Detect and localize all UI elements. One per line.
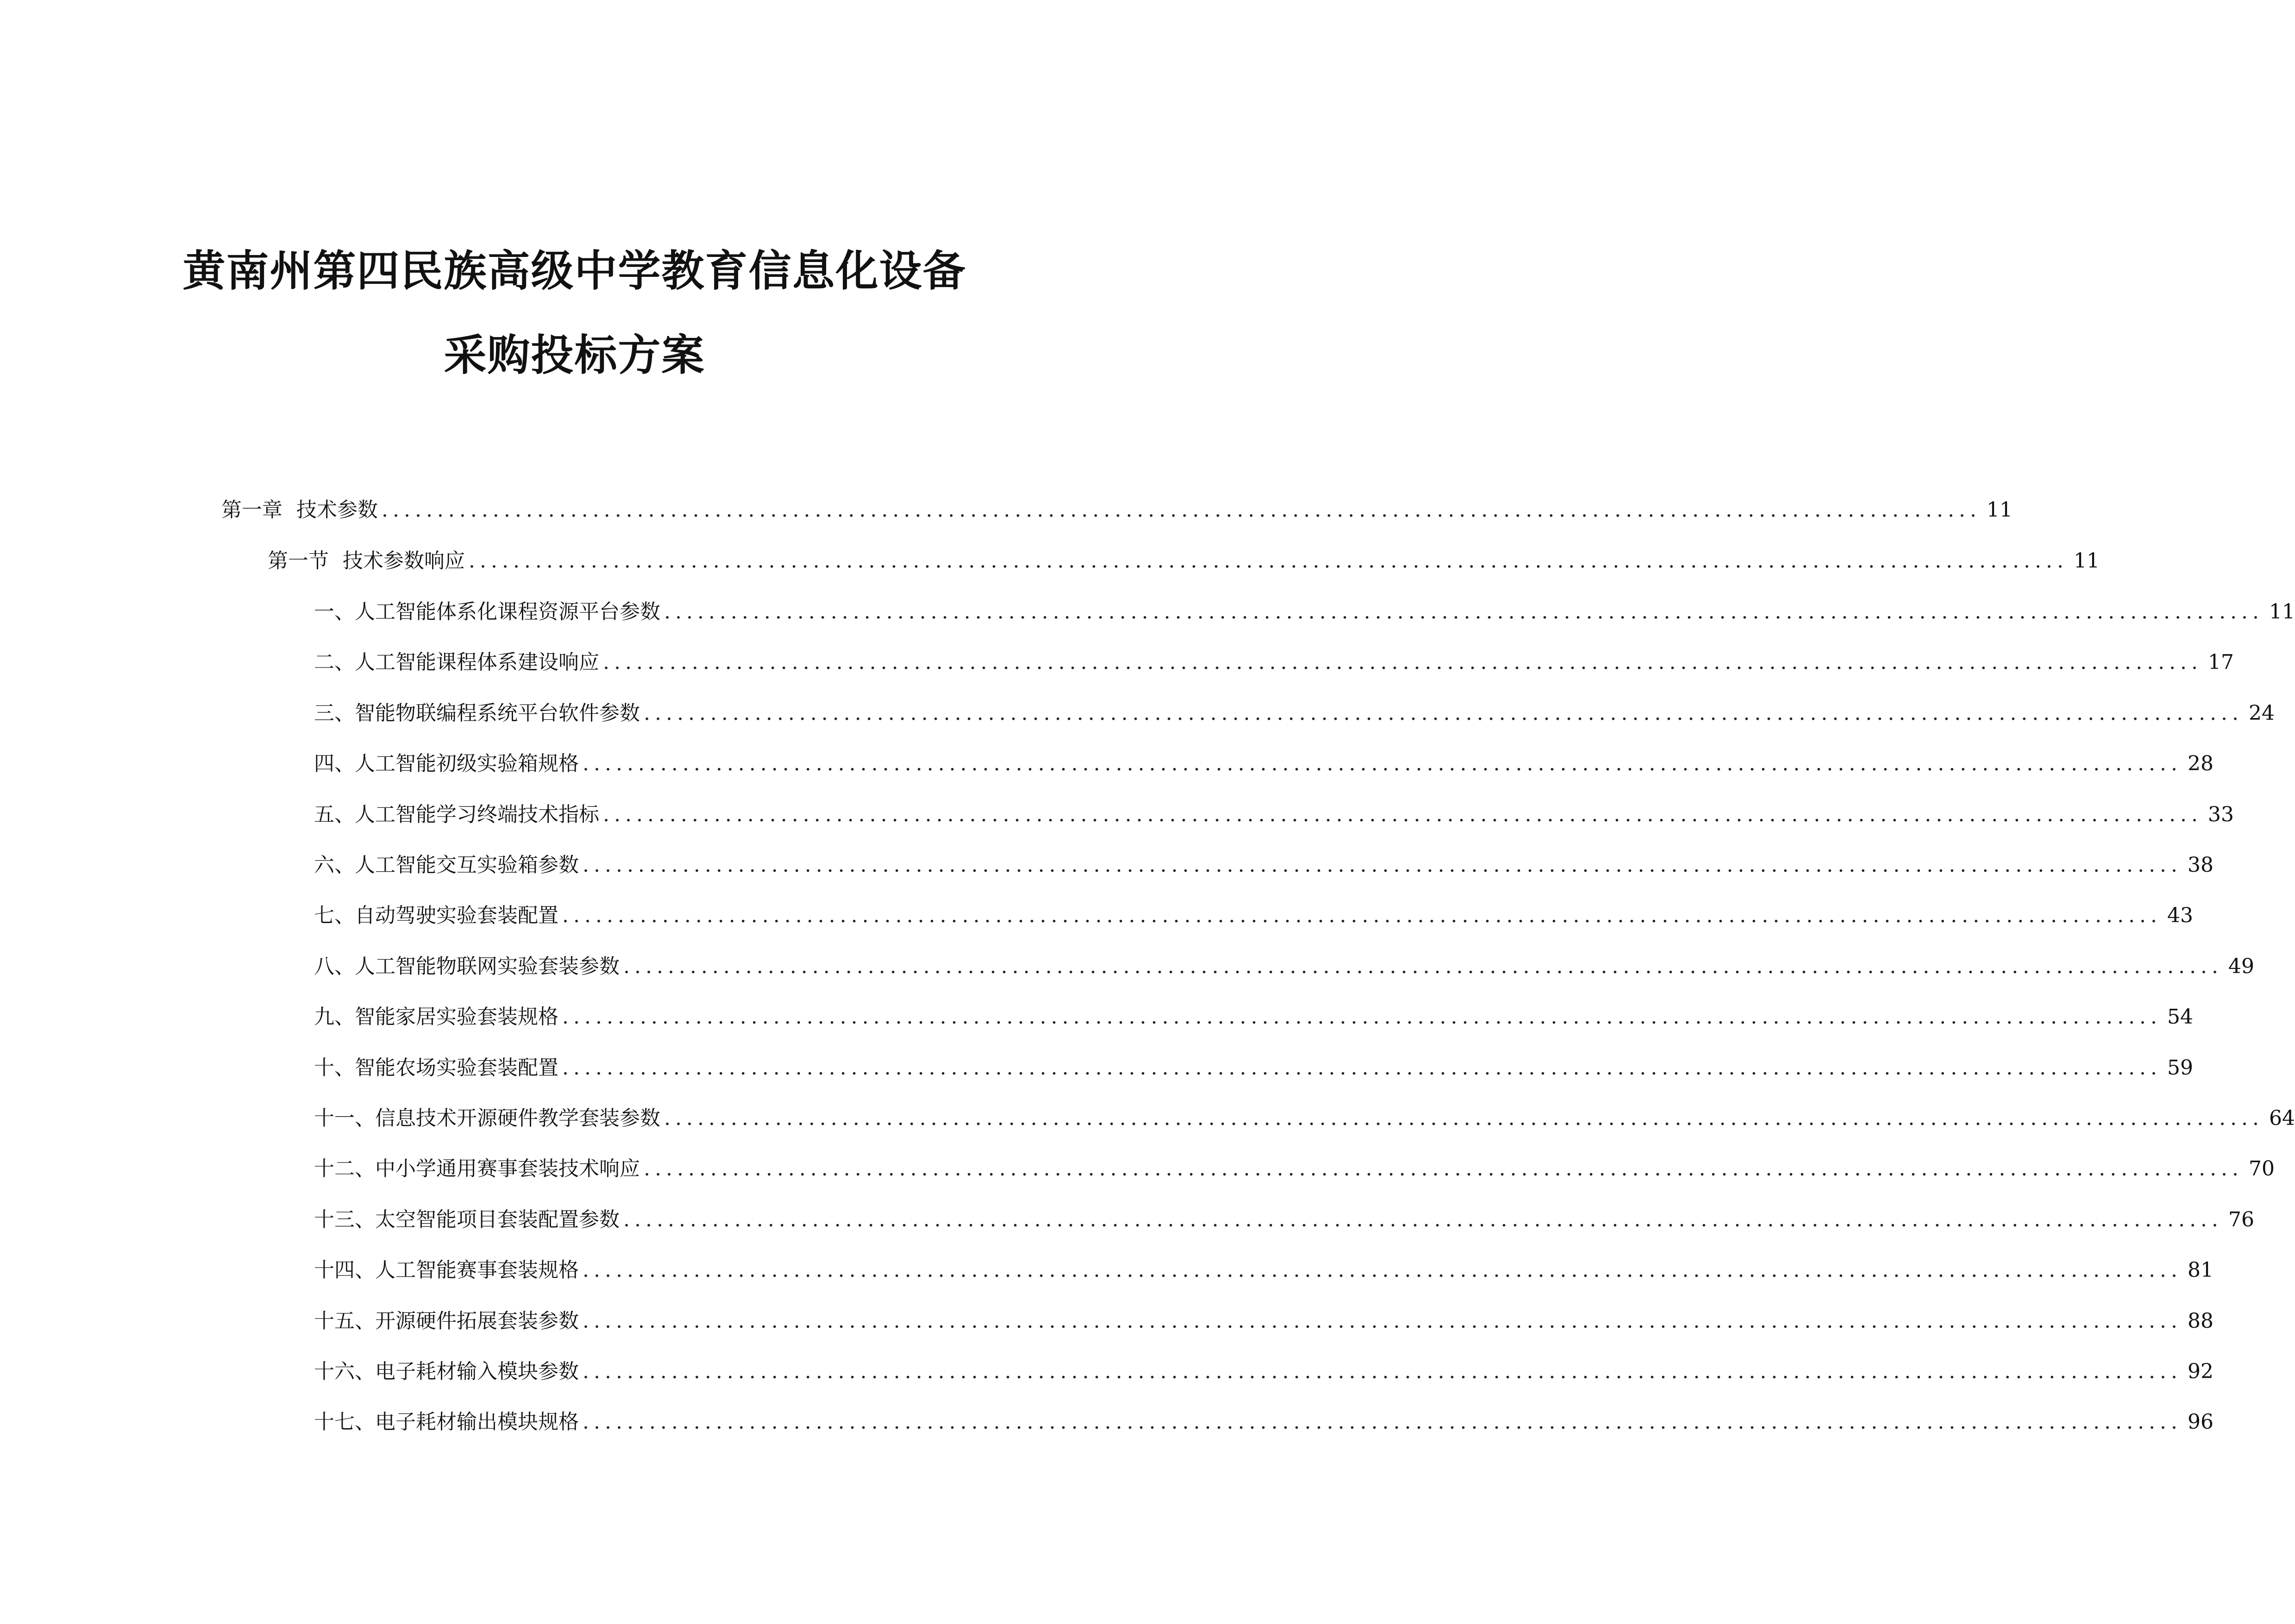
- toc-item-title: 人工智能物联网实验套装参数: [355, 955, 620, 978]
- toc-dot-leader: ................................................................................................................................................: [382, 498, 1981, 522]
- toc-page-number: 92: [2188, 1360, 2214, 1383]
- toc-dot-leader: ................................................................................................................................................: [583, 752, 2182, 775]
- toc-page-number: 54: [2167, 1005, 2194, 1029]
- toc-item-number: 十四、: [314, 1258, 375, 1282]
- toc-item-title: 人工智能课程体系建设响应: [355, 650, 599, 674]
- toc-dot-leader: ................................................................................................................................................: [562, 904, 2162, 927]
- toc-item[interactable]: [314, 1307, 2214, 1335]
- toc-page-number: 88: [2188, 1309, 2214, 1333]
- toc-dot-leader: ................................................................................................................................................: [583, 853, 2182, 877]
- toc-item[interactable]: [314, 1054, 2194, 1082]
- toc-item-title: 电子耗材输出模块规格: [375, 1410, 579, 1434]
- toc-chapter-number: 第一章: [221, 498, 282, 522]
- toc-item-number: 十一、: [314, 1106, 375, 1130]
- toc-item-number: 三、: [314, 701, 355, 725]
- toc-item-number: 九、: [314, 1005, 355, 1029]
- toc-item-title: 人工智能学习终端技术指标: [355, 803, 599, 826]
- document-title-line-2: 采购投标方案: [444, 330, 705, 380]
- toc-dot-leader: ................................................................................................................................................: [603, 803, 2203, 826]
- toc-item-title: 开源硬件拓展套装参数: [375, 1309, 579, 1333]
- toc-dot-leader: ................................................................................................................................................: [583, 1360, 2182, 1383]
- toc-section-number: 第一节: [268, 549, 329, 573]
- toc-dot-leader: ................................................................................................................................................: [664, 1106, 2264, 1130]
- toc-page-number: 11: [1987, 498, 2013, 522]
- toc-section-entry[interactable]: [268, 547, 2100, 575]
- toc-page-number: 43: [2167, 904, 2194, 927]
- toc-item[interactable]: [314, 1155, 2275, 1183]
- toc-item-number: 七、: [314, 904, 355, 927]
- toc-item-number: 二、: [314, 650, 355, 674]
- toc-item[interactable]: [314, 953, 2255, 981]
- toc-item-title: 电子耗材输入模块参数: [375, 1360, 579, 1383]
- toc-section-title: 技术参数响应: [343, 549, 465, 573]
- toc-dot-leader: ................................................................................................................................................: [583, 1410, 2182, 1434]
- toc-item-number: 十七、: [314, 1410, 375, 1434]
- toc-item-number: 四、: [314, 752, 355, 775]
- toc-page-number: 49: [2228, 955, 2255, 978]
- toc-page-number: 11: [2269, 600, 2295, 624]
- toc-item-number: 六、: [314, 853, 355, 877]
- toc-item-title: 智能物联编程系统平台软件参数: [355, 701, 640, 725]
- toc-item-number: 十六、: [314, 1360, 375, 1383]
- toc-dot-leader: ................................................................................................................................................: [583, 1309, 2182, 1333]
- toc-page-number: 24: [2249, 701, 2275, 725]
- toc-page-number: 76: [2228, 1208, 2255, 1231]
- toc-item[interactable]: [314, 801, 2234, 829]
- toc-dot-leader: ................................................................................................................................................: [562, 1056, 2162, 1080]
- toc-item[interactable]: [314, 649, 2234, 676]
- toc-page-number: 33: [2208, 803, 2234, 826]
- toc-dot-leader: ................................................................................................................................................: [644, 1157, 2244, 1181]
- toc-item-number: 八、: [314, 955, 355, 978]
- toc-dot-leader: ................................................................................................................................................: [644, 701, 2244, 725]
- toc-page-number: 81: [2188, 1258, 2214, 1282]
- toc-dot-leader: ................................................................................................................................................: [469, 549, 2069, 573]
- toc-item[interactable]: [314, 902, 2194, 930]
- toc-item-title: 中小学通用赛事套装技术响应: [375, 1157, 640, 1181]
- toc-chapter-title: 技术参数: [296, 498, 378, 522]
- toc-page-number: 64: [2269, 1106, 2295, 1130]
- toc-dot-leader: ................................................................................................................................................: [623, 955, 2223, 978]
- toc-item-title: 信息技术开源硬件教学套装参数: [375, 1106, 660, 1130]
- toc-item-number: 五、: [314, 803, 355, 826]
- toc-dot-leader: ................................................................................................................................................: [603, 650, 2203, 674]
- toc-item-title: 人工智能交互实验箱参数: [355, 853, 579, 877]
- toc-item-title: 自动驾驶实验套装配置: [355, 904, 558, 927]
- toc-item-title: 智能农场实验套装配置: [355, 1056, 558, 1080]
- toc-item-title: 太空智能项目套装配置参数: [375, 1208, 620, 1231]
- toc-item[interactable]: [314, 1256, 2214, 1284]
- toc-item-number: 十、: [314, 1056, 355, 1080]
- toc-page-number: 17: [2208, 650, 2234, 674]
- toc-chapter-entry[interactable]: [221, 496, 2013, 524]
- toc-item[interactable]: [314, 1105, 2295, 1132]
- document-title-line-1: 黄南州第四民族高级中学教育信息化设备: [182, 246, 966, 296]
- toc-item-title: 人工智能体系化课程资源平台参数: [355, 600, 660, 624]
- toc-item-title: 智能家居实验套装规格: [355, 1005, 558, 1029]
- toc-dot-leader: ................................................................................................................................................: [623, 1208, 2223, 1231]
- toc-item[interactable]: [314, 1206, 2255, 1234]
- toc-page-number: 96: [2188, 1410, 2214, 1434]
- toc-item[interactable]: [314, 1358, 2214, 1386]
- toc-item[interactable]: [314, 1408, 2214, 1436]
- toc-dot-leader: ................................................................................................................................................: [664, 600, 2264, 624]
- toc-item-number: 十三、: [314, 1208, 375, 1231]
- toc-page-number: 59: [2167, 1056, 2194, 1080]
- toc-item-title: 人工智能初级实验箱规格: [355, 752, 579, 775]
- toc-item-title: 人工智能赛事套装规格: [375, 1258, 579, 1282]
- toc-item[interactable]: [314, 851, 2214, 879]
- toc-dot-leader: ................................................................................................................................................: [562, 1005, 2162, 1029]
- toc-page-number: 38: [2188, 853, 2214, 877]
- toc-item-number: 十五、: [314, 1309, 375, 1333]
- toc-item[interactable]: [314, 1003, 2194, 1031]
- toc-item[interactable]: [314, 700, 2275, 727]
- toc-dot-leader: ................................................................................................................................................: [583, 1258, 2182, 1282]
- toc-item[interactable]: [314, 750, 2214, 778]
- toc-item[interactable]: [314, 598, 2295, 626]
- toc-page-number: 70: [2249, 1157, 2275, 1181]
- toc-item-number: 一、: [314, 600, 355, 624]
- toc-page-number: 11: [2074, 549, 2100, 573]
- toc-page-number: 28: [2188, 752, 2214, 775]
- toc-item-number: 十二、: [314, 1157, 375, 1181]
